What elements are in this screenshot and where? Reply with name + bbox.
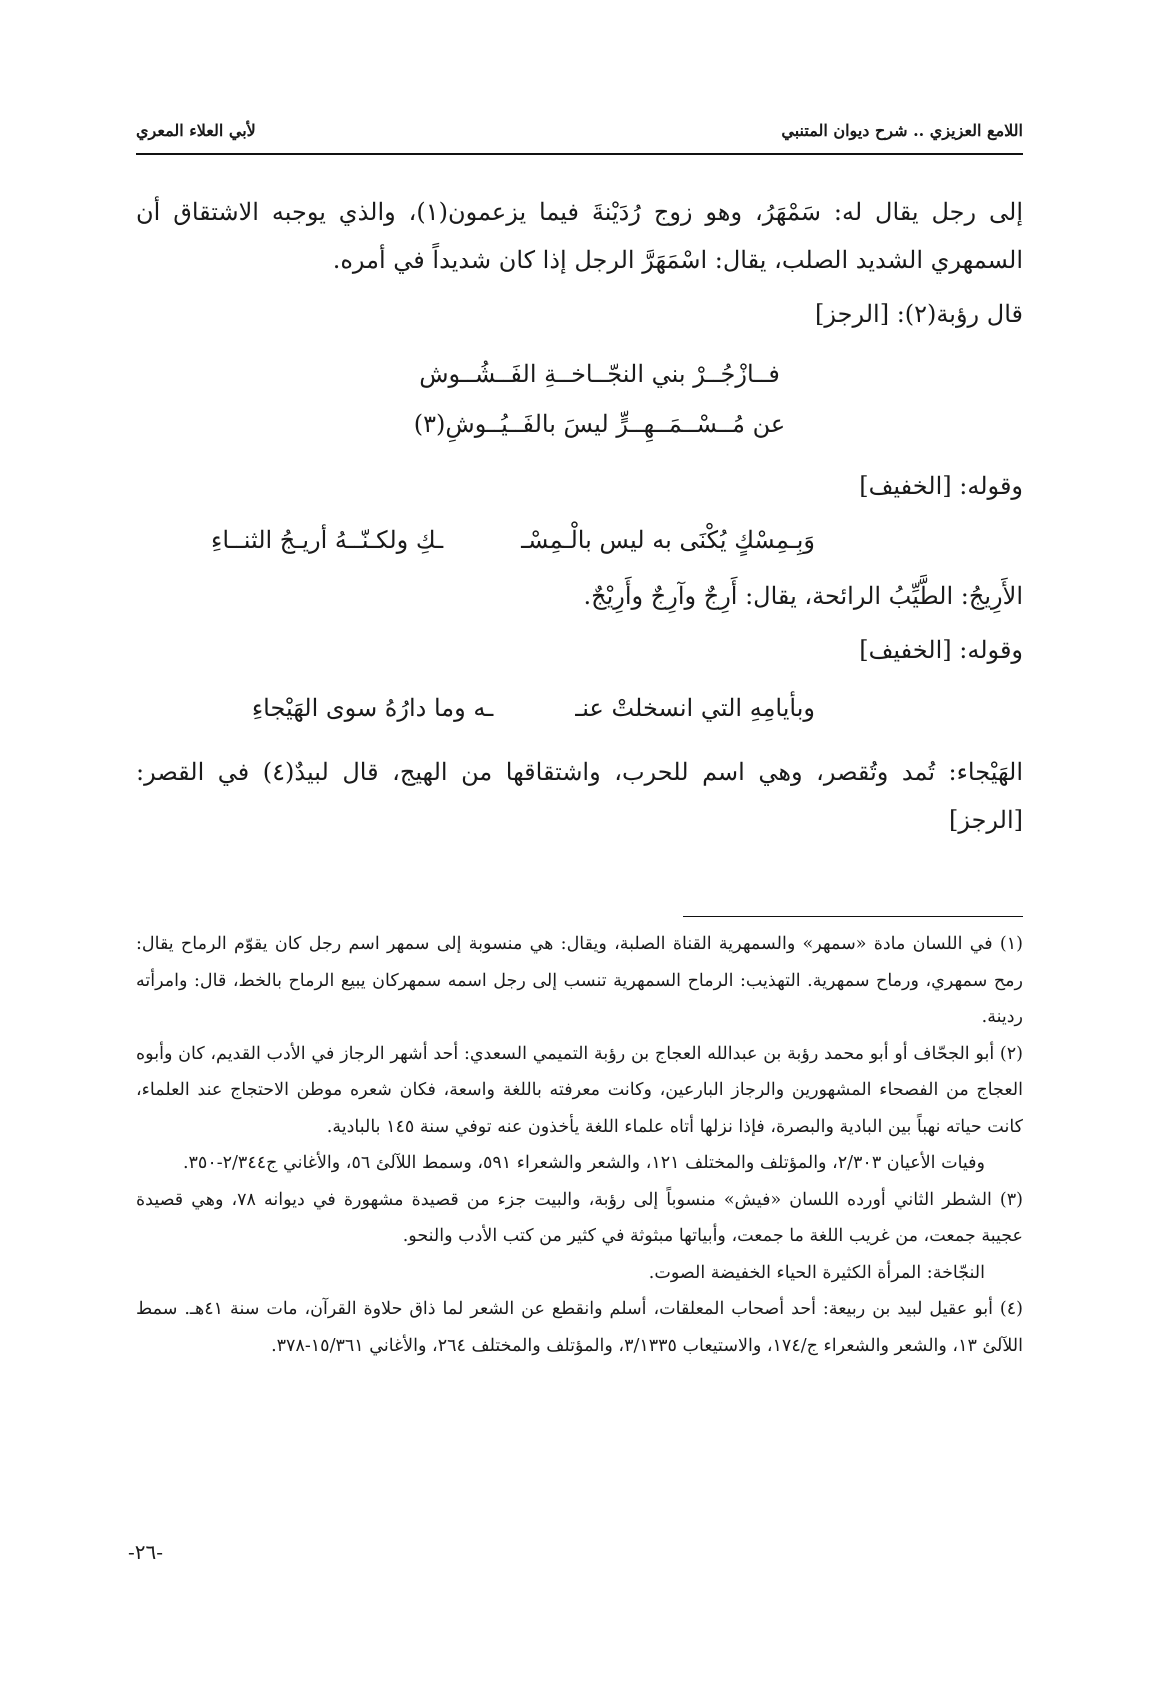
footnote-4: (٤) أبو عقيل لبيد بن ربيعة: أحد أصحاب المعلقات، أسلم وانقطع عن الشعر لما ذاق حلاوة القرآن، مات سنة ٤١هـ. سمط اللآلئ ١٣، والشعر والشعراء ج/١٧٤، والاستيعاب ٣/١٣٣٥، والمؤتلف والمختلف ٢٦٤، والأغاني ١٥/٣٦١-٣٧٨.	[136, 1299, 1023, 1356]
quote-intro-khafif-1: وقوله: [الخفيف]	[859, 472, 1023, 500]
footnote-1: (١) في اللسان مادة «سمهر» والسمهرية القناة الصلبة، ويقال: هي منسوبة إلى سمهر اسم رجل كان يقوّم الرماح يقال: رمح سمهري، ورماح سمهرية. التهذيب: الرماح السمهرية تنسب إلى رجل اسمه سمهركان يبيع الرماح بالخط، قال: وامرأته ردينة.	[136, 934, 1023, 1027]
header-book-title: اللامع العزيزي .. شرح ديوان المتنبي	[781, 121, 1023, 140]
page-number: -٢٦-	[128, 1540, 164, 1564]
verse-3-second-hemistich: ـه وما دارُهُ سوى الهَيْجاءِ	[251, 694, 494, 722]
paragraph-hayja	[136, 748, 1023, 844]
verse-2-first-hemistich: وَبِـمِسْكٍ يُكْنَى به ليس بالْـمِسْـ	[521, 526, 815, 554]
footnote-2-references: وفيات الأعيان ٢/٣٠٣، والمؤتلف والمختلف ١٢١، والشعر والشعراء ٥٩١، وسمط اللآلئ ٥٦، والأغاني ج٢/٣٤٤-٣٥٠.	[182, 1153, 985, 1173]
footnote-3-gloss: النجّاخة: المرأة الكثيرة الحياء الخفيضة الصوت.	[648, 1262, 985, 1283]
gloss-arij: الأَرِيجُ: الطَّيِّبُ الرائحة، يقال: أَرِجٌ وآرِجٌ وأَرِيْجٌ.	[583, 582, 1023, 610]
quote-intro-khafif-2: وقوله: [الخفيف]	[859, 636, 1023, 664]
verse-3-first-hemistich: وبأيامِهِ التي انسخلتْ عنـ	[575, 694, 815, 722]
verse-2	[136, 526, 1023, 554]
footnote-3: (٣) الشطر الثاني أورده اللسان «فيش» منسوباً إلى رؤبة، والبيت جزء من قصيدة مشهورة في ديوانه ٧٨، وهي قصيدة عجيبة جمعت، من غريب اللغة ما جمعت، وأبياتها مبثوثة في كثير من كتب الأدب والنحو.	[136, 1189, 1023, 1246]
footnote-2: (٢) أبو الجحّاف أو أبو محمد رؤبة بن عبدالله العجاج بن رؤبة التميمي السعدي: أحد أشهر الرجاز في الأدب القديم، كان وأبوه العجاج من الفصحاء المشهورين والرجاز البارعين، وكانت معرفته باللغة واسعة، فكان شعره موطن الاحتجاج عند العلماء، كانت حياته نهباً بين البادية والبصرة، فإذا نزلها أتاه علماء اللغة يأخذون عنه توفي سنة ١٤٥ بالبادية.	[136, 1043, 1023, 1137]
footnotes-section	[136, 926, 1023, 1364]
paragraph-samhar	[136, 188, 1023, 284]
running-header	[136, 110, 1023, 140]
verse-2-second-hemistich: ـكِ ولكـنّــهُ أريـجُ الثنــاءِ	[211, 526, 444, 554]
verse-3	[136, 694, 1023, 722]
footnote-divider	[683, 916, 1023, 917]
quote-intro-ruba: قال رؤبة(٢): [الرجز]	[815, 300, 1023, 328]
verse-1-line-2: عن مُــسْــمَــهِــرٍّ ليسَ بالفَــيُــوشِ(٣)	[413, 410, 786, 438]
paragraph-text: الهَيْجاء: تُمد وتُقصر، وهي اسم للحرب، واشتقاقها من الهيج، قال لبيدٌ(٤) في القصر: [الرجز]	[136, 758, 1024, 834]
header-author: لأبي العلاء المعري	[136, 121, 256, 140]
verse-1-line-1: فــازْجُــرْ بني النجّــاخــةِ الفَــشُــوش	[419, 360, 780, 388]
paragraph-text: إلى رجل يقال له: سَمْهَرُ، وهو زوج رُدَيْنةَ فيما يزعمون(١)، والذي يوجبه الاشتقاق أن السمهري الشديد الصلب، يقال: اسْمَهَرَّ الرجل إذا كان شديداً في أمره.	[136, 198, 1023, 274]
header-divider	[136, 153, 1023, 155]
